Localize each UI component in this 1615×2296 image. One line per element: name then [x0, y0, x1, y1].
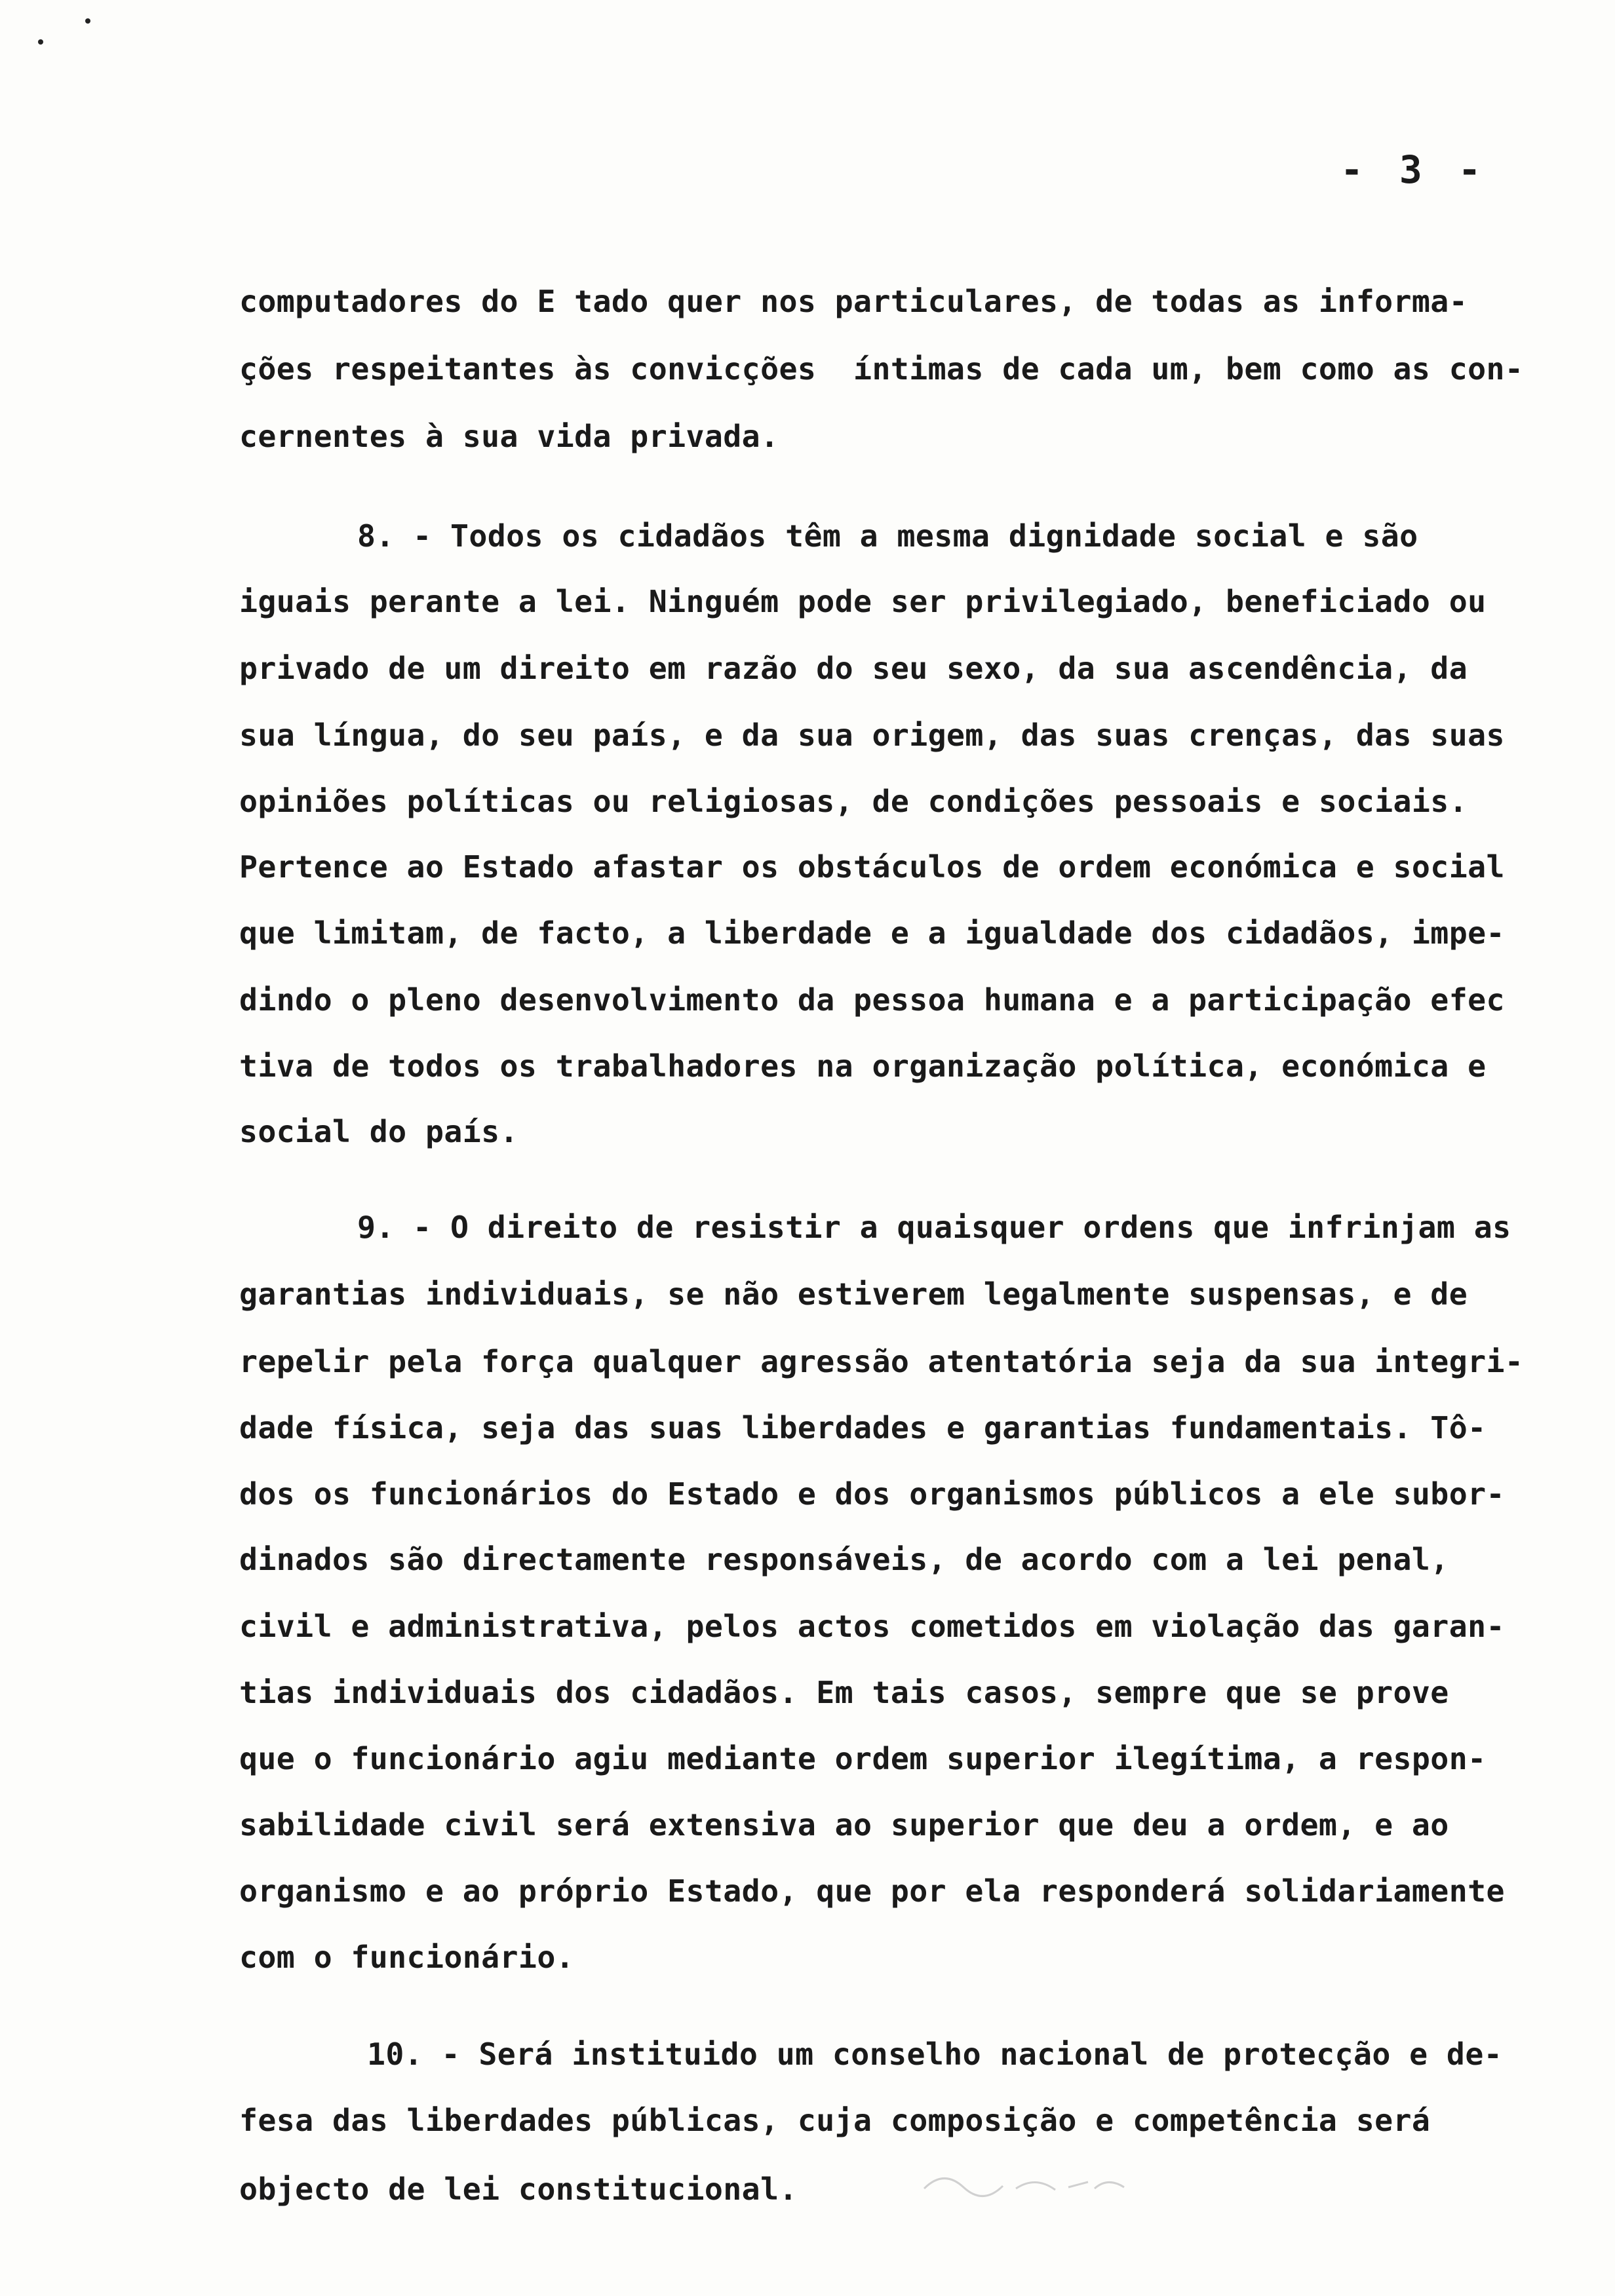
text-line: 10. - Será instituido um conselho nacional de protecção e de-	[367, 2037, 1503, 2072]
text-line: objecto de lei constitucional.	[239, 2172, 798, 2207]
text-line: ções respeitantes às convicções íntimas de cada um, bem como as con-	[239, 351, 1524, 387]
text-line: que limitam, de facto, a liberdade e a igualdade dos cidadãos, impe-	[239, 915, 1505, 951]
text-line: garantias individuais, se não estiverem legalmente suspensas, e de	[239, 1276, 1468, 1312]
text-line: dos os funcionários do Estado e dos organismos públicos a ele subor-	[239, 1476, 1505, 1512]
text-line: que o funcionário agiu mediante ordem superior ilegítima, a respon-	[239, 1741, 1487, 1776]
text-line: dade física, seja das suas liberdades e garantias fundamentais. Tô-	[239, 1410, 1487, 1445]
text-line: fesa das liberdades públicas, cuja composição e competência será	[239, 2103, 1431, 2138]
text-line: Pertence ao Estado afastar os obstáculos de ordem económica e social	[239, 849, 1505, 885]
text-line: 8. - Todos os cidadãos têm a mesma dignidade social e são	[357, 518, 1418, 554]
text-line: organismo e ao próprio Estado, que por ela responderá solidariamente	[239, 1873, 1505, 1909]
text-line: civil e administrativa, pelos actos cometidos em violação das garan-	[239, 1609, 1505, 1644]
text-line: sabilidade civil será extensiva ao superior que deu a ordem, e ao	[239, 1807, 1449, 1843]
text-line: tiva de todos os trabalhadores na organização política, económica e	[239, 1048, 1487, 1084]
text-line: tias individuais dos cidadãos. Em tais casos, sempre que se prove	[239, 1675, 1449, 1710]
text-line: 9. - O direito de resistir a quaisquer ordens que infrinjam as	[357, 1210, 1511, 1245]
text-line: sua língua, do seu país, e da sua origem, das suas crenças, das suas	[239, 718, 1505, 753]
text-line: dinados são directamente responsáveis, de acordo com a lei penal,	[239, 1542, 1449, 1577]
text-line: com o funcionário.	[239, 1940, 575, 1975]
text-line: cernentes à sua vida privada.	[239, 419, 779, 454]
text-line: opiniões políticas ou religiosas, de condições pessoais e sociais.	[239, 784, 1468, 819]
text-line: social do país.	[239, 1114, 518, 1149]
faint-stamp-mark	[918, 2162, 1134, 2202]
page-number: - 3 -	[1340, 147, 1488, 192]
text-line: repelir pela força qualquer agressão atentatória seja da sua integri-	[239, 1344, 1524, 1379]
page-specks	[33, 13, 111, 52]
text-line: privado de um direito em razão do seu sexo, da sua ascendência, da	[239, 651, 1468, 686]
text-line: dindo o pleno desenvolvimento da pessoa humana e a participação efec	[239, 982, 1505, 1018]
text-line: computadores do E tado quer nos particulares, de todas as informa-	[239, 284, 1468, 319]
text-line: iguais perante a lei. Ninguém pode ser privilegiado, beneficiado ou	[239, 584, 1487, 619]
